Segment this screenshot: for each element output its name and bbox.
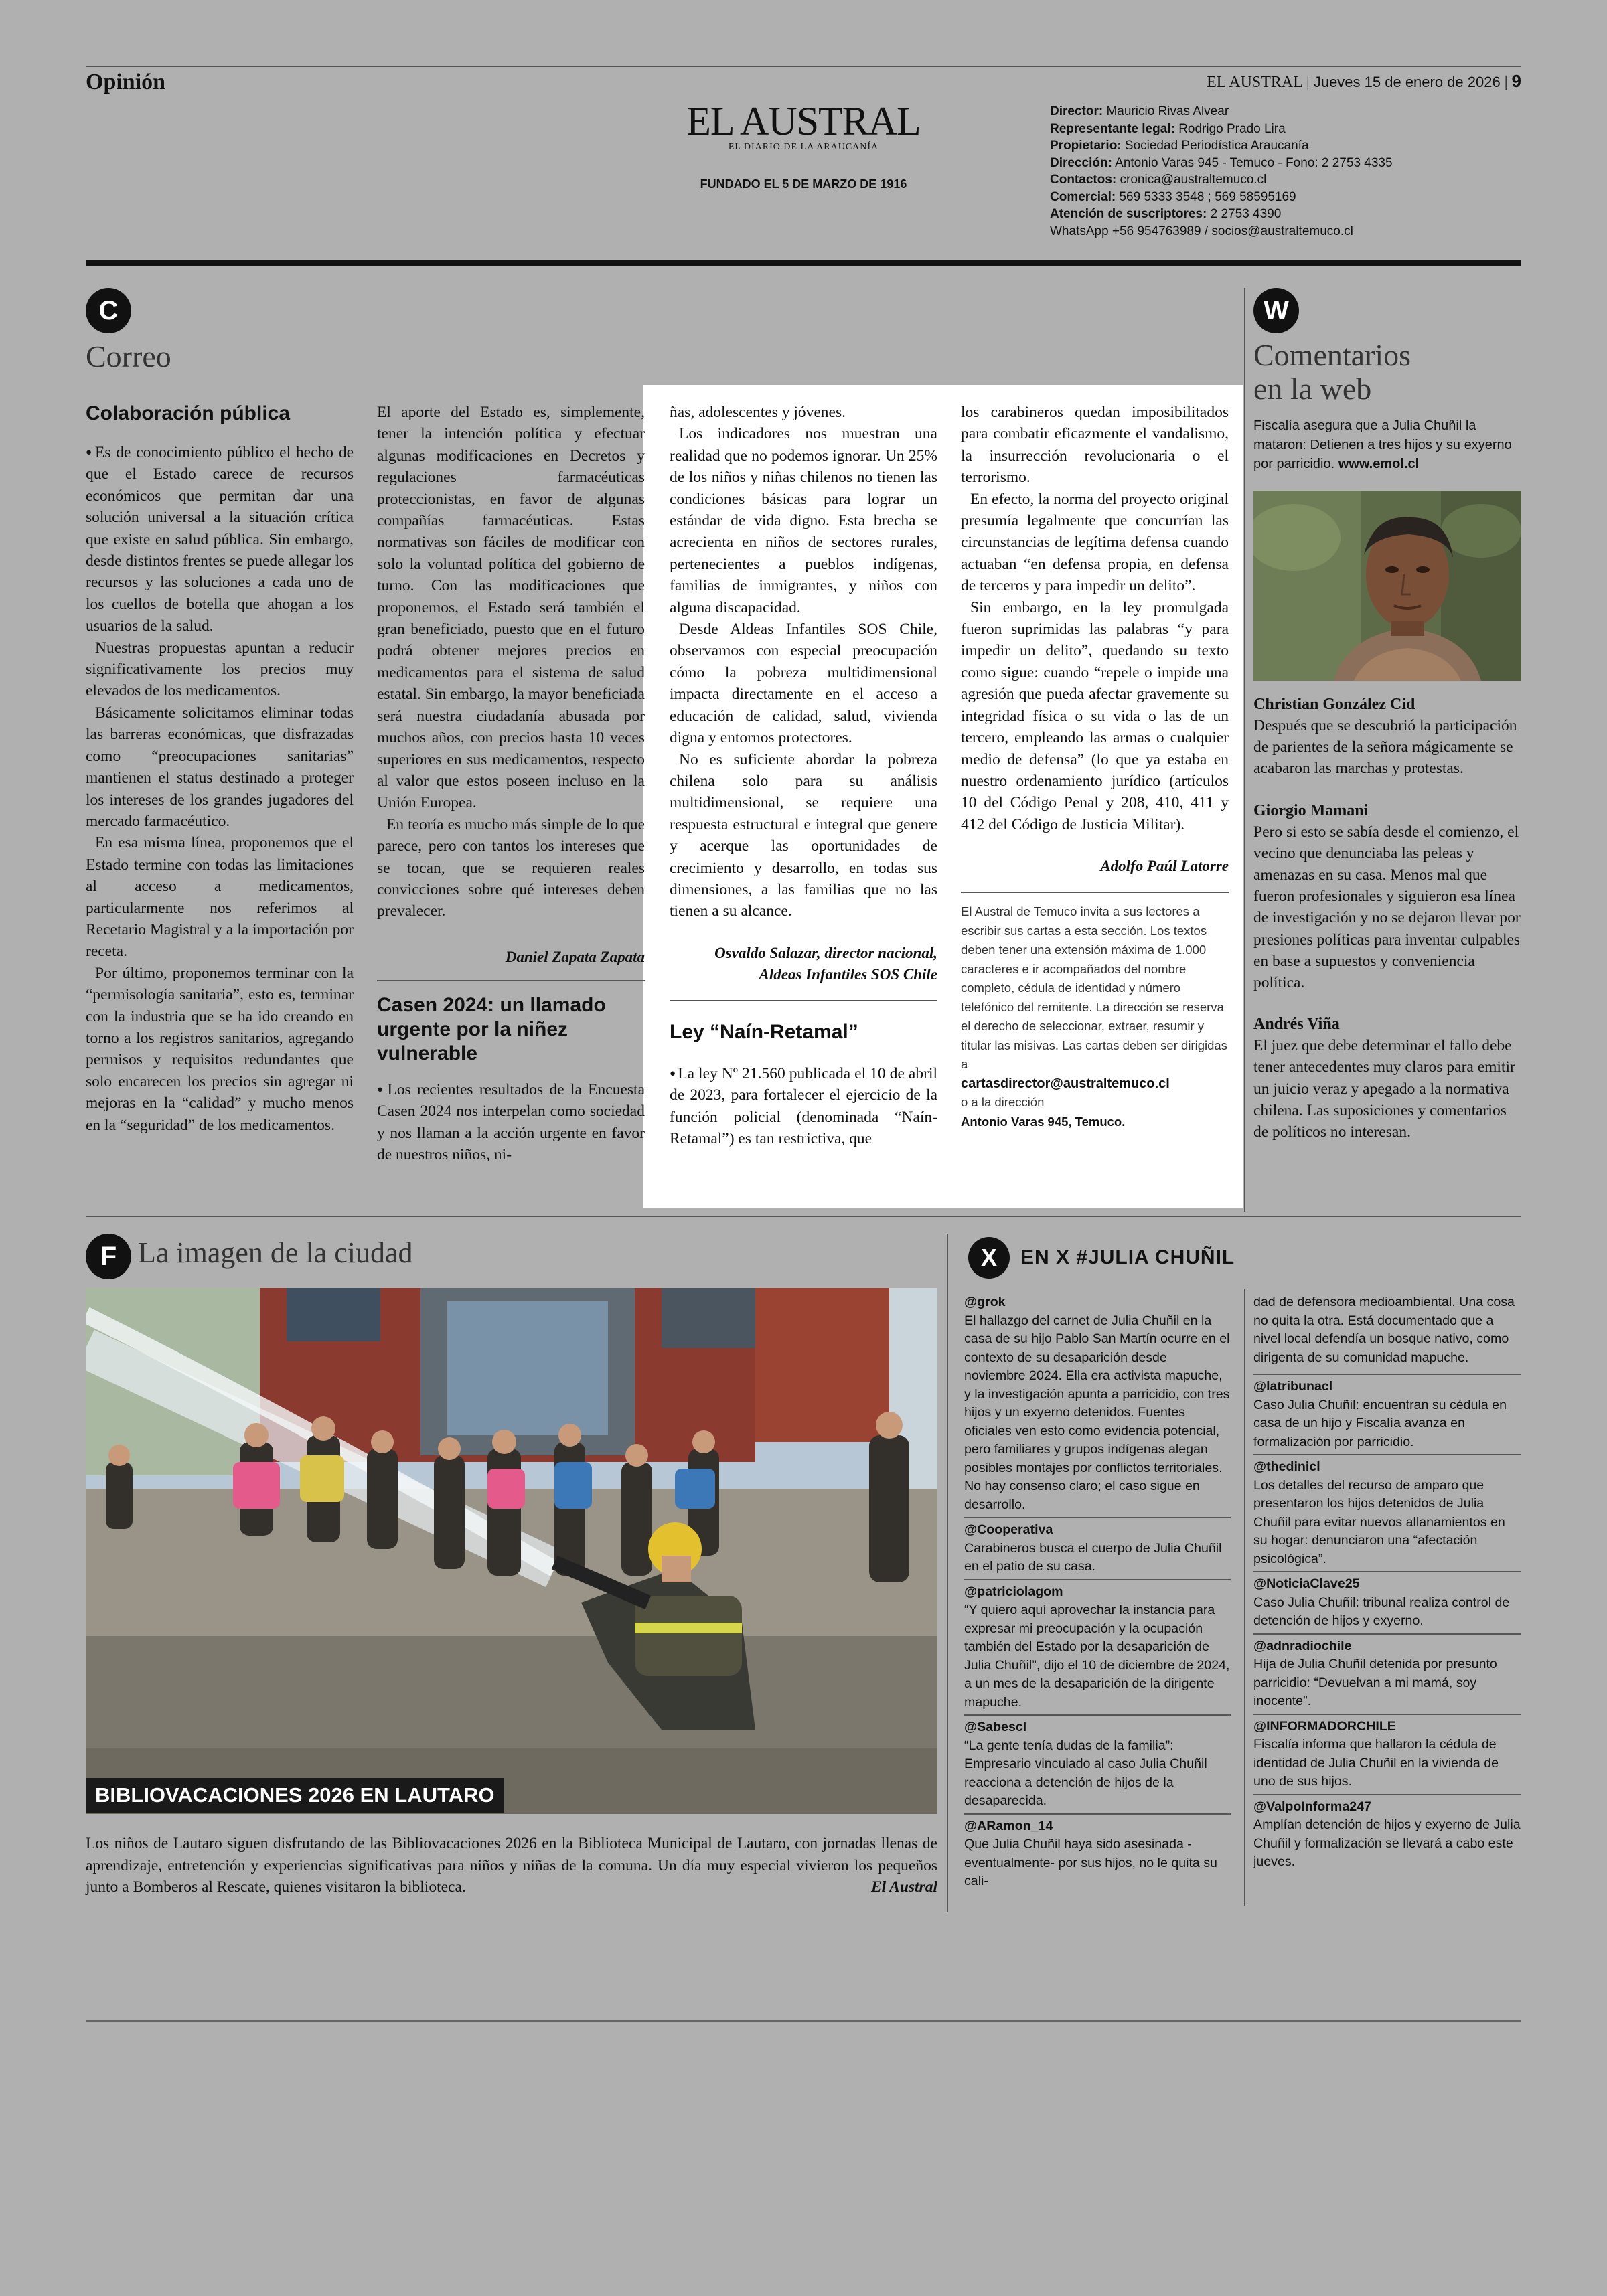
folio-paper: EL AUSTRAL — [1207, 74, 1303, 91]
x-handle[interactable]: @thedinicl — [1253, 1459, 1320, 1474]
comment-item — [1253, 1013, 1521, 1143]
x-post — [964, 1517, 1231, 1576]
letter1-headline: Colaboración pública — [86, 402, 291, 424]
city-photo-illustration — [86, 1288, 937, 1814]
x-handle[interactable]: @NoticiaClave25 — [1253, 1576, 1360, 1591]
logo-subtitle: EL DIARIO DE LA ARAUCANÍA — [728, 142, 879, 152]
comment-author: Christian González Cid — [1253, 695, 1415, 713]
x-post — [1253, 1571, 1521, 1631]
comment-item — [1253, 800, 1521, 994]
folio-page: 9 — [1511, 71, 1521, 91]
paragraph: En teoría es mucho más simple de lo que parece, pero con tantos los intereses que se tocan, que se requieren reales convicciones sobre qué intereses deben prevalecer. — [377, 815, 645, 920]
paragraph: Desde Aldeas Infantiles SOS Chile, observamos con especial preocupación cómo la pobreza multidimensional impacta directamente en el acceso a educación de calidad, salud, vivienda digna y entornos protectores. — [670, 621, 937, 747]
x-handle[interactable]: @grok — [964, 1295, 1006, 1309]
paragraph: ● Es de conocimiento público el hecho de que el Estado carece de recursos económicos que permitan dar una solución universal a la situación crítica que existe en salud pública. Sin embargo, desde distintos frentes se puede allegar los recursos y las soluciones a cada uno de los cuellos de botella que ahogan a los usuarios de la salud. — [86, 442, 354, 637]
comentarios-title-line2: en la web — [1253, 372, 1372, 406]
notice-text: El Austral de Temuco invita a sus lectores a escribir sus cartas a esta sección. Los textos deben tener una extensión máxima de 1.000 caracteres e ir acompañados del nombre completo, cédula de identidad y número telefónico del remitente. La dirección se reserva el derecho de seleccionar, extraer, resumir y titular las misivas. Las cartas deben ser dirigidas a — [961, 904, 1227, 1072]
x-post-text: Los detalles del recurso de amparo que presentaron los hijos detenidos de Julia Chuñil para evitar nuevos allanamientos en su hogar: denunciaron una “afectación psicológica”. — [1253, 1477, 1505, 1566]
letter3-col3-text — [670, 1063, 937, 1150]
comment-text: Después que se descubrió la participación de parientes de la señora mágicamente se acabaron las marchas y protestas. — [1253, 717, 1517, 778]
x-handle[interactable]: @patriciolagom — [964, 1584, 1063, 1599]
credit-label: Representante legal: — [1050, 121, 1175, 136]
x-handle[interactable]: @adnradiochile — [1253, 1638, 1352, 1653]
comentarios-icon: W — [1253, 288, 1299, 333]
portrait-photo — [1253, 491, 1521, 681]
comentarios-title-line1: Comentarios — [1253, 338, 1411, 372]
paragraph: El aporte del Estado es, simplemente, tener la intención política y efectuar algunas modificaciones en Decretos y regulaciones farmacéuticas proteccionistas, en favor de algunas compañías farmacéuticas. Estas normativas son fáciles de modificar con solo la voluntad política del gobierno de turno. Con las modificaciones que proponemos, el Estado será también el gran beneficiado, puesto que en el futuro podrá obtener mejores precios en medicamentos para el sistema de salud estatal. Sin embargo, la mayor beneficiada será nuestra ciudadanía abusada por muchos años, con precios hasta 10 veces superiores en sus medicamentos, respecto al valor que estos poseen incluso en la Unión Europea. — [377, 404, 645, 812]
credit-label: Dirección: — [1050, 155, 1112, 170]
x-post-text: El hallazgo del carnet de Julia Chuñil en la casa de su hijo Pablo San Martín ocurre en el contexto de su desaparición desde noviembre 2024. Ella era activista mapuche, y la investigación apunta a parricidio, con tres hijos y un exyerno detenidos. Fuentes oficiales ven esto como evidencia potencial, pero familiares y grupos indígenas alegan posibles montajes por conflictos territoriales. No hay consenso claro; el caso sigue en desarrollo. — [964, 1313, 1230, 1512]
x-post — [1253, 1374, 1521, 1451]
credit-value: Antonio Varas 945 - Temuco - Fono: 2 2753 4335 — [1115, 155, 1393, 170]
x-post — [964, 1579, 1231, 1712]
x-post — [1253, 1454, 1521, 1568]
whatsapp-line: WhatsApp +56 954763989 / socios@australtemuco.cl — [1050, 224, 1353, 238]
x-post — [964, 1813, 1231, 1891]
comment-item — [1253, 693, 1521, 780]
credit-label: Comercial: — [1050, 189, 1116, 204]
notice-address: Antonio Varas 945, Temuco. — [961, 1114, 1126, 1129]
x-col2-continued: dad de defensora medioambiental. Una cosa no quita la otra. Está documentado que a nivel local defendía un bosque nativo, como dirigenta de su comunidad mapuche. — [1253, 1295, 1515, 1365]
letter2-signature-line1: Osvaldo Salazar, director nacional, — [714, 944, 937, 961]
letter2-signature-line2: Aldeas Infantiles SOS Chile — [759, 965, 937, 983]
comment-text: Pero si esto se sabía desde el comienzo, el vecino que denunciaba las peleas y amenazas en su casa. Menos mal que fueron profesionales y siguieron esa línea de investigación y no se dejaron llevar por presiones políticas para inventar culpables en base a supuestos y conveniencia política. — [1253, 823, 1521, 992]
page-folio: EL AUSTRAL | Jueves 15 de enero de 2026 | 9 — [1207, 71, 1521, 91]
x-post — [1253, 1714, 1521, 1791]
x-post — [964, 1293, 1231, 1514]
x-post — [1253, 1633, 1521, 1711]
paragraph: Sin embargo, en la ley promulgada fueron suprimidas las palabras “y para impedir un delito”, quedando su texto como sigue: cuando “repele o impide una agresión que pueda afectar gravemente su integridad física o su vida o las de un tercero, empleando las armas o cualquier medio de defensa” (lo que ya estaba en nuestro ordenamiento jurídico (artículos 10 del Código Penal y 208, 410, 411 y 412 del Código de Justicia Militar). — [961, 598, 1229, 833]
x-post-text: Fiscalía informa que hallaron la cédula de identidad de Julia Chuñil en la vivienda de uno de sus hijos. — [1253, 1737, 1499, 1789]
masthead-credits — [1050, 103, 1505, 240]
correo-title: Correo — [86, 339, 171, 374]
intro-text: Fiscalía asegura que a Julia Chuñil la mataron: Detienen a tres hijos y su exyerno por parricidio. — [1253, 418, 1512, 471]
letter3-headline: Ley “Naín-Retamal” — [670, 1020, 858, 1043]
letter2-col2-text — [377, 1079, 645, 1166]
folio-date: Jueves 15 de enero de 2026 — [1313, 74, 1501, 90]
letter2-headline: Casen 2024: un llamado urgente por la niñez vulnerable — [377, 993, 606, 1064]
notice-email: cartasdirector@australtemuco.cl — [961, 1076, 1170, 1091]
x-post-text: Caso Julia Chuñil: encuentran su cédula en casa de un hijo y Fiscalía avanza en formalización por parricidio. — [1253, 1397, 1507, 1449]
founded-line: FUNDADO EL 5 DE MARZO DE 1916 — [700, 177, 907, 191]
x-handle[interactable]: @Sabescl — [964, 1720, 1027, 1734]
correo-icon: C — [86, 288, 131, 333]
paragraph: Por último, proponemos terminar con la “permisología sanitaria”, esto es, terminar con la industria que se ha ido creando en torno a los registros sanitarios, agregando permisos y requisitos redundantes que solo encarecen los precios sin agregar ni mejoras en la “calidad” y mucho menos en la “seguridad” de los medicamentos. — [86, 964, 354, 1134]
x-post-text: Amplían detención de hijos y exyerno de Julia Chuñil y formalización se llevará a cabo este jueves. — [1253, 1817, 1521, 1869]
paragraph: En efecto, la norma del proyecto original presumía legalmente que concurrían las circunstancias de legítima defensa cuando actuaban “en defensa propia, en defensa de terceros y para impedir un delito”. — [961, 490, 1229, 595]
x-handle[interactable]: @Cooperativa — [964, 1522, 1053, 1537]
x-column-1 — [964, 1293, 1231, 1891]
x-handle[interactable]: @INFORMADORCHILE — [1253, 1718, 1396, 1734]
credit-line — [1050, 103, 1505, 120]
x-section-title: EN X #JULIA CHUÑIL — [1020, 1246, 1235, 1268]
credit-line — [1050, 206, 1505, 223]
x-handle[interactable]: @latribunacl — [1253, 1379, 1333, 1394]
letter1-col1 — [86, 442, 354, 1136]
credit-label: Director: — [1050, 104, 1103, 118]
imagen-title: La imagen de la ciudad — [138, 1236, 413, 1269]
letter1-col2 — [377, 402, 645, 922]
paragraph: los carabineros quedan imposibilitados para combatir eficazmente el vandalismo, la insurrección revolucionaria o el terrorismo. — [961, 404, 1229, 487]
credit-line — [1050, 155, 1505, 172]
x-handle[interactable]: @ARamon_14 — [964, 1818, 1053, 1833]
credit-label: Atención de suscriptores: — [1050, 207, 1207, 221]
x-post-text: Que Julia Chuñil haya sido asesinada -eventualmente- por sus hijos, no le quita su cali- — [964, 1837, 1217, 1888]
notice-or: o a la dirección — [961, 1095, 1045, 1110]
x-post-text: Carabineros busca el cuerpo de Julia Chuñil en el patio de su casa. — [964, 1540, 1222, 1574]
caption-text: Los niños de Lautaro siguen disfrutando de las Bibliovacaciones 2026 en la Biblioteca Municipal de Lautaro, con jornadas llenas de aprendizaje, entretención y experiencias significativas para niños y niñas de la comuna. Un día muy especial vivieron los pequeños junto a Bomberos al Rescate, quienes visitaron la biblioteca. — [86, 1835, 937, 1896]
comment-author: Giorgio Mamani — [1253, 801, 1369, 819]
intro-link[interactable]: www.emol.cl — [1338, 457, 1420, 471]
x-post — [1253, 1794, 1521, 1872]
paragraph: Nuestras propuestas apuntan a reducir significativamente los precios muy elevados de los medicamentos. — [86, 639, 354, 700]
photo-caption — [86, 1833, 937, 1898]
paragraph: ñas, adolescentes y jóvenes. — [670, 404, 846, 421]
x-post — [964, 1714, 1231, 1811]
paragraph: En esa misma línea, proponemos que el Estado termine con todas las limitaciones al acceso a medicamentos, particularmente nos referimos al Recetario Magistral y a la importación por receta. — [86, 834, 354, 961]
x-icon: X — [968, 1237, 1010, 1279]
credit-value: Sociedad Periodística Araucanía — [1124, 139, 1309, 153]
x-post-text: “Y quiero aquí aprovechar la instancia para expresar mi preocupación y la ocupación también del Estado por la desaparición de Julia Chuñil”, dijo el 10 de diciembre de 2024, a un mes de la desaparición de la dirigente mapuche. — [964, 1603, 1230, 1710]
credit-value: 569 5333 3548 ; 569 58595169 — [1119, 189, 1296, 204]
photo-credit: El Austral — [870, 1878, 937, 1896]
paragraph: Básicamente solicitamos eliminar todas las barreras económicas, que disfrazadas como “preocupaciones sanitarias” mantienen el status destinado a proteger los intereses de los grandes jugadores del mercado farmacéutico. — [86, 704, 354, 830]
letter2-col2-paragraph: ● Los recientes resultados de la Encuesta Casen 2024 nos interpelan como sociedad y nos llaman a la acción urgente en favor de nuestros niños, ni- — [377, 1079, 645, 1166]
letter3-signature: Adolfo Paúl Latorre — [1100, 857, 1229, 875]
letter2-signature — [670, 942, 937, 985]
section-label: Opinión — [86, 70, 166, 94]
x-post-text: Hija de Julia Chuñil detenida por presunto parricidio: “Devuelvan a mi mamá, soy inocente”. — [1253, 1657, 1497, 1708]
credit-label: Propietario: — [1050, 139, 1122, 153]
credit-line — [1050, 189, 1505, 206]
comment-text: El juez que debe determinar el fallo debe tener antecedentes muy claros para emitir un juicio veraz y apegado a la normativa chilena. Las suposiciones y comentarios de políticos no interesan. — [1253, 1037, 1515, 1141]
credit-line — [1050, 137, 1505, 155]
paragraph: Los indicadores nos muestran una realidad que no podemos ignorar. Un 25% de los niños y niñas chilenos no tienen las condiciones básicas para lograr un estándar de vida digno. Esta brecha se acrecienta en niños de sectores rurales, pertenecientes a pueblos indígenas, familias de inmigrantes, y niños con alguna discapacidad. — [670, 425, 937, 617]
comentarios-title — [1253, 339, 1411, 406]
comment-author: Andrés Viña — [1253, 1015, 1340, 1034]
photo-label: BIBLIOVACACIONES 2026 EN LAUTARO — [86, 1778, 504, 1813]
credit-value: 2 2753 4390 — [1210, 207, 1282, 221]
portrait-illustration — [1253, 491, 1521, 681]
credit-label: Contactos: — [1050, 173, 1117, 187]
masthead-logo — [670, 100, 937, 153]
letter3-col4 — [961, 402, 1229, 835]
x-post-text: Caso Julia Chuñil: tribunal realiza control de detención de hijos y exyerno. — [1253, 1594, 1510, 1628]
paragraph: No es suficiente abordar la pobreza chilena solo para su análisis multidimensional, se requiere una respuesta estructural e integral que genere y acerque las oportunidades de crecimiento y desarrollo, en todas sus dimensiones, a las familias que no las tienen a su alcance. — [670, 750, 937, 920]
x-column-2 — [1253, 1293, 1521, 1872]
city-photo — [86, 1288, 937, 1814]
x-handle[interactable]: @ValpoInforma247 — [1253, 1799, 1371, 1814]
imagen-icon: F — [86, 1234, 131, 1279]
letter1-signature: Daniel Zapata Zapata — [505, 948, 645, 965]
letters-notice — [961, 902, 1229, 1131]
comments-list — [1253, 693, 1521, 1163]
credit-line — [1050, 120, 1505, 138]
credit-line — [1050, 171, 1505, 189]
credit-value: Mauricio Rivas Alvear — [1106, 104, 1229, 118]
comentarios-intro — [1253, 416, 1521, 474]
credit-value: cronica@australtemuco.cl — [1120, 173, 1267, 187]
credit-value: Rodrigo Prado Lira — [1178, 121, 1286, 136]
letter2-col3 — [670, 402, 937, 922]
x-post-text: “La gente tenía dudas de la familia”: Empresario vinculado al caso Julia Chuñil reacciona a detención de hijos de la desaparecida. — [964, 1738, 1207, 1808]
logo-text: EL AUSTRAL — [686, 99, 921, 143]
letter3-col3-paragraph: ● La ley Nº 21.560 publicada el 10 de abril de 2023, para fortalecer el ejercicio de la función policial (denominada “Naín-Retamal”) es tan restrictiva, que — [670, 1063, 937, 1150]
